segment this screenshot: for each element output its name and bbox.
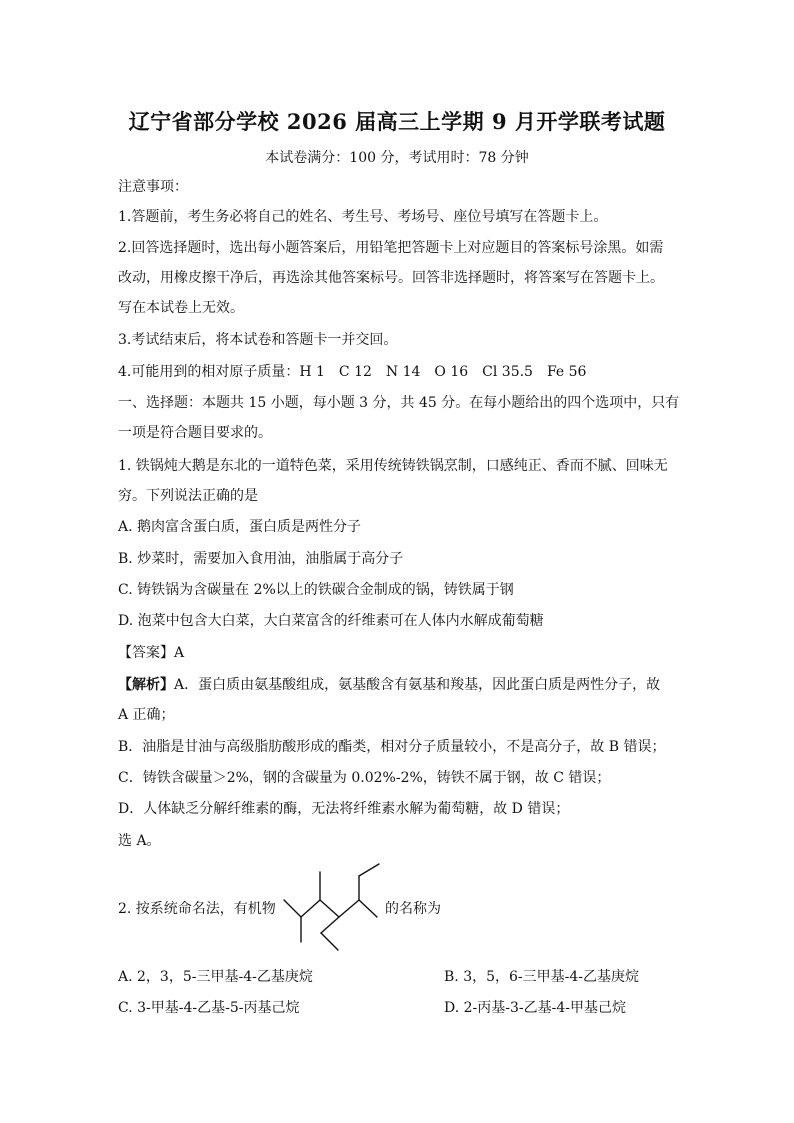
q1-analysis-line: 选 A。 (118, 833, 161, 849)
q1-analysis-line: B．油脂是甘油与高级脂肪酸形成的酯类，相对分子质量较小，不是高分子，故 B 错误； (118, 739, 666, 755)
q2-option-a: A. 2，3，5-三甲基-4-乙基庚烷 (118, 969, 313, 985)
q2-stem-cont: 的名称为 (385, 901, 441, 917)
q1-answer: 【答案】A (118, 645, 185, 661)
notice-heading: 注意事项： (118, 179, 188, 195)
section-heading-cont: 一项是符合题目要求的。 (118, 425, 272, 441)
notice-item: 1.答题前，考生务必将自己的姓名、考生号、考场号、座位号填写在答题卡上。 (118, 209, 608, 225)
notice-item: 写在本试卷上无效。 (118, 300, 244, 316)
exam-info: 本试卷满分：100 分，考试用时：78 分钟 (265, 150, 529, 166)
notice-item: 3.考试结束后，将本试卷和答题卡一并交回。 (118, 332, 398, 348)
q1-stem: 1. 铁锅炖大鹅是东北的一道特色菜，采用传统铸铁锅烹制，口感纯正、香而不腻、回味无 (118, 458, 668, 474)
skeletal-formula-graphic (282, 862, 387, 957)
analysis-label: 【解析】 (118, 677, 174, 693)
section-heading: 一、选择题：本题共 15 小题，每小题 3 分，共 45 分。在每小题给出的四个选项中，只有 (118, 395, 680, 411)
q1-stem-cont: 穷。下列说法正确的是 (118, 488, 258, 504)
notice-item: 4.可能用到的相对原子质量：H 1 C 12 N 14 O 16 Cl 35.5 Fe 56 (118, 364, 587, 380)
analysis-text: A．蛋白质由氨基酸组成，氨基酸含有氨基和羧基，因此蛋白质是两性分子，故 (174, 677, 661, 693)
q1-analysis-line: C．铸铁含碳量＞2%，钢的含碳量为 0.02%-2%，铸铁不属于钢，故 C 错误； (118, 770, 611, 786)
q1-option-b: B. 炒菜时，需要加入食用油，油脂属于高分子 (118, 551, 404, 567)
q2-stem: 2. 按系统命名法，有机物 (118, 901, 276, 917)
page-title: 辽宁省部分学校 2026 届高三上学期 9 月开学联考试题 (128, 109, 666, 134)
q2-option-c: C. 3-甲基-4-乙基-5-丙基己烷 (118, 1000, 300, 1016)
notice-item: 改动，用橡皮擦干净后，再选涂其他答案标号。回答非选择题时，将答案写在答题卡上。 (118, 270, 664, 286)
q2-option-d: D. 2-丙基-3-乙基-4-甲基己烷 (444, 1000, 626, 1016)
q1-analysis-line: A 正确； (118, 707, 175, 723)
q2-option-b: B. 3，5，6-三甲基-4-乙基庚烷 (444, 969, 640, 985)
q1-option-c: C. 铸铁锅为含碳量在 2%以上的铁碳合金制成的锅，铸铁属于钢 (118, 582, 514, 598)
molecule-skeletal-structure (282, 862, 387, 957)
notice-item: 2.回答选择题时，选出每小题答案后，用铅笔把答题卡上对应题目的答案标号涂黑。如需 (118, 240, 664, 256)
q1-analysis-line: D．人体缺乏分解纤维素的酶，无法将纤维素水解为葡萄糖，故 D 错误； (118, 801, 570, 817)
q1-analysis (118, 675, 678, 695)
q1-option-a: A. 鹅肉富含蛋白质，蛋白质是两性分子 (118, 519, 362, 535)
q1-option-d: D. 泡菜中包含大白菜，大白菜富含的纤维素可在人体内水解成葡萄糖 (118, 613, 544, 629)
